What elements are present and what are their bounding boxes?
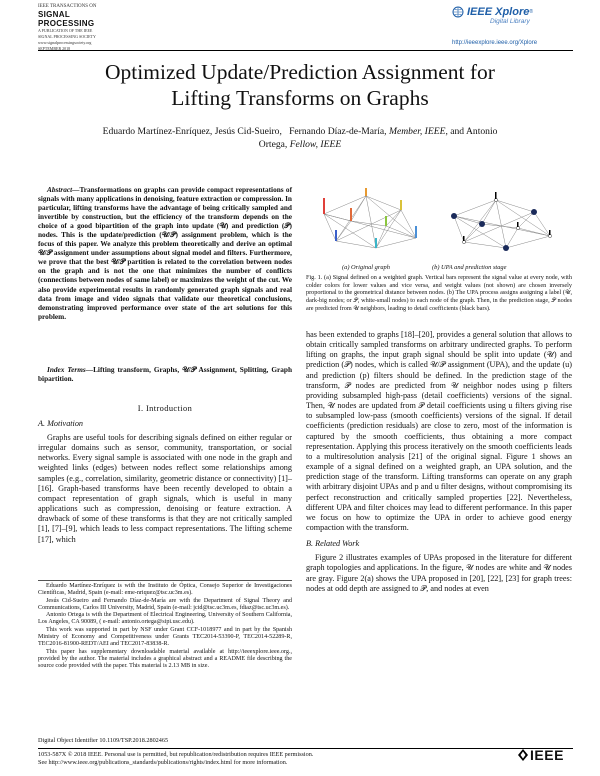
abstract-label: Abstract: [47, 185, 73, 194]
figure-1b-caption: (b) UPA and prediction stage: [432, 264, 507, 271]
xplore-reg: ®: [529, 9, 534, 15]
copyright-line1: 1053-587X © 2018 IEEE. Personal use is permitted, but republication/redistribution requires IEEE permission.: [38, 751, 314, 758]
xplore-brand: IEEE Xplore: [467, 6, 530, 18]
xplore-logo: [452, 6, 572, 25]
footnote: This work was supported in part by NSF under Grant CCF-1018977 and in part by the Spanish Ministry of Economy and Competitiveness under Grants TEC2014-53390-P, TEC2014-52289-R, TEC2016-81900-REDT/AEI and TEC2017-83838-R.: [38, 626, 292, 648]
paper-title: [40, 59, 560, 111]
figure-1: [306, 186, 572, 262]
index-terms: [38, 365, 292, 383]
title-line2: Lifting Transforms on Graphs: [171, 86, 429, 110]
index-terms-label: Index Terms: [47, 365, 86, 374]
xplore-url[interactable]: http://ieeexplore.ieee.org/Xplore: [452, 40, 538, 46]
copyright-line2: See http://www.ieee.org/publications_standards/publications/rights/index.html for more information.: [38, 758, 288, 766]
subsection-heading: A. Motivation: [38, 419, 84, 428]
footnote-rule: [38, 580, 292, 581]
title-line1: Optimized Update/Prediction Assignment for: [105, 60, 495, 84]
authors: [50, 126, 550, 151]
abstract: [38, 185, 292, 321]
intro-text: Graphs are useful tools for describing signals defined on either regular or irregular domains such as sensor, community, transportation, or social networks. Every signal sample is associated with one node in the graph and weighted links (edges) between nodes reflect some relationships among samples (e.g., correlation, similarity, geometric distance or connectivity) [1]–[16]. Graph-based transforms have been recently developed to obtain a compact representation of graph signals, which is useful in many applications such as compression, denoising or feature extraction. A drawback of some of these transforms is that they are not critically sampled [1], [7]–[9], which leads to less compact representations. The lifting scheme [17], which: [38, 433, 292, 544]
figure-1a-graph: [324, 196, 416, 248]
ieee-logo-text: IEEE: [530, 747, 564, 763]
right-paragraph-2: Figure 2 illustrates examples of UPAs proposed in the literature for different graph topologies and applications. In the figure, 𝒰 nodes are white and 𝒰 nodes are gray. Figure 2(a) shows the UPA proposed in [20], [22], [23] for graph trees: nodes at odd depth are assigned to 𝒫, and nodes at even: [306, 553, 572, 593]
journal-logo: [38, 4, 128, 52]
header-rule: [38, 50, 573, 51]
index-terms-text: —Lifting transform, Graphs, 𝒰/𝒫 Assignment, Splitting, Graph bipartition.: [38, 365, 293, 384]
right-paragraph-1: has been extended to graphs [18]–[20], provides a general solution that allows to obtain critically sampled transforms on arbitrary undirected graphs. To perform lifting on graphs, the input graph signal should be split into update (𝒰) and prediction (𝒫) nodes, which is called 𝒰/𝒫 assignment (UPA), and the update (u) and prediction (p) filters should be defined. In the prediction stage of the transform, 𝒫 nodes are predicted from 𝒰 neighbor nodes using p filters providing subsampled high-pass (detail coefficients) versions of the signal. Then, 𝒰 nodes are updated from 𝒫 detail coefficients using u filters giving rise to subsampled low-pass (smooth coefficients) versions of the signal. If detail coefficients (prediction residuals) are close to zero, most of the information is captured by the smooth coefficients, thus obtaining a more compact representation. Applying this process iteratively on the smooth coefficients leads to a multiresolution analysis [21] of the original signal. Figure 1 shows an example of a signal defined on a weighted graph, an UPA solution, and the prediction stage of the transform. Lifting transforms can operate on any graph with arbitrary disjoint UPAs and p and u filter designs, without compromising its perfect reconstruction and critically sampled properties [22]. Nevertheless, different UPA and filter choices may lead to different performance. In this paper we focus on how to optimize the UPA in order to achieve good energy compaction with the transform.: [306, 330, 572, 532]
xplore-globe-icon: [452, 6, 464, 18]
authors-line1: Eduardo Martínez-Enríquez, Jesús Cid-Sueiro, Fernando Díaz-de-María, Member, IEEE, and Antonio: [102, 126, 498, 137]
related-work-heading: B. Related Work: [306, 539, 360, 549]
ieee-logo: [518, 747, 564, 763]
journal-line1: IEEE TRANSACTIONS ON: [38, 4, 97, 9]
journal-title: SIGNAL PROCESSING: [38, 10, 95, 28]
ieee-diamond-icon: [518, 749, 528, 761]
footnote: Jesús Cid-Sueiro and Fernando Díaz-de-María are with the Department of Signal Theory and Communications, Carlos III University, Madrid, Spain (e-mail: jcid@tsc.uc3m.es, fdiaz@tsc.uc3m.es).: [38, 597, 292, 611]
authors-line2: Ortega, Fellow, IEEE: [258, 138, 342, 150]
copyright: [38, 751, 508, 766]
footnote: Eduardo Martínez-Enríquez is with the Instituto de Óptica, Consejo Superior de Investigaciones Científicas, Madrid, Spain (e-mail: eme-nriquez@tsc.uc3m.es).: [38, 583, 292, 597]
journal-small-line: SEPTEMBER 2018: [38, 46, 71, 51]
footnote: Antonio Ortega is with the Department of Electrical Engineering, University of Southern California, Los Angeles, CA 90089, ( e-mail: antonio.ortega@sipi.usc.edu).: [38, 612, 292, 626]
footnote: This paper has supplementary downloadable material available at http://ieeexplore.ieee.org., provided by the author. The material includes a graphical abstract and a README file describing the source code provided with the paper. This material is 2.13 MB in size.: [38, 648, 292, 670]
journal-small-line: www.signalprocessingsociety.org: [38, 40, 92, 45]
doi: Digital Object Identifier 10.1109/TSP.2018.2802465: [38, 737, 169, 744]
section-heading: I. Introduction: [137, 404, 193, 413]
xplore-sub: Digital Library: [490, 18, 530, 25]
right-column-text: [306, 330, 572, 594]
bottom-rule: [38, 748, 573, 749]
figure-1-caption: Fig. 1. (a) Signal defined on a weighted graph. Vertical bars represent the signal value at every node, with colder colors for lower values and vice versa, and weight values (not shown) are chosen inversely proportional to the geometrical distance between nodes. (b) The UPA process assigns assigning a label (𝒰, dark-big nodes; or 𝒫, white-small nodes) to each node of the graph. Then, in the prediction stage, 𝒫 nodes are predicted from 𝒰 neighbors, leading to detail coefficients (black bars).: [306, 274, 572, 312]
abstract-text: —Transformations on graphs can provide compact representations of signals with many applications in denoising, feature extraction or compression. In particular, lifting transforms have the advantage of being critically sampled and invertible by construction, but the efficiency of the transform depends on the choice of a good bipartition of the graph into update (𝒰) and prediction (𝒫) nodes. This is the update/prediction (𝒰/𝒫) assignment problem, which is the focus of this paper. We analyze this problem theoretically and derive an optimal 𝒰/𝒫 assignment under assumptions about signal model and filters. Furthermore, we prove that the best 𝒰/𝒫 partition is related to the correlation between nodes on the graph and is not the one that minimizes the number of conflicts (connections between nodes of same label) or maximizes the weight of the cut. We also provide experimental results in randomly generated graph signals and real data from image and video signals that validate our theoretical conclusions, demonstrating improved performance over state of the art solutions for this problem.: [38, 185, 292, 321]
intro-paragraph: [38, 433, 292, 545]
journal-small-line: SIGNAL PROCESSING SOCIETY: [38, 34, 96, 39]
figure-1b-graph: [454, 200, 550, 248]
journal-small-line: A PUBLICATION OF THE IEEE: [38, 28, 93, 33]
figure-1a-caption: (a) Original graph: [342, 264, 390, 271]
footnotes: [38, 583, 292, 671]
